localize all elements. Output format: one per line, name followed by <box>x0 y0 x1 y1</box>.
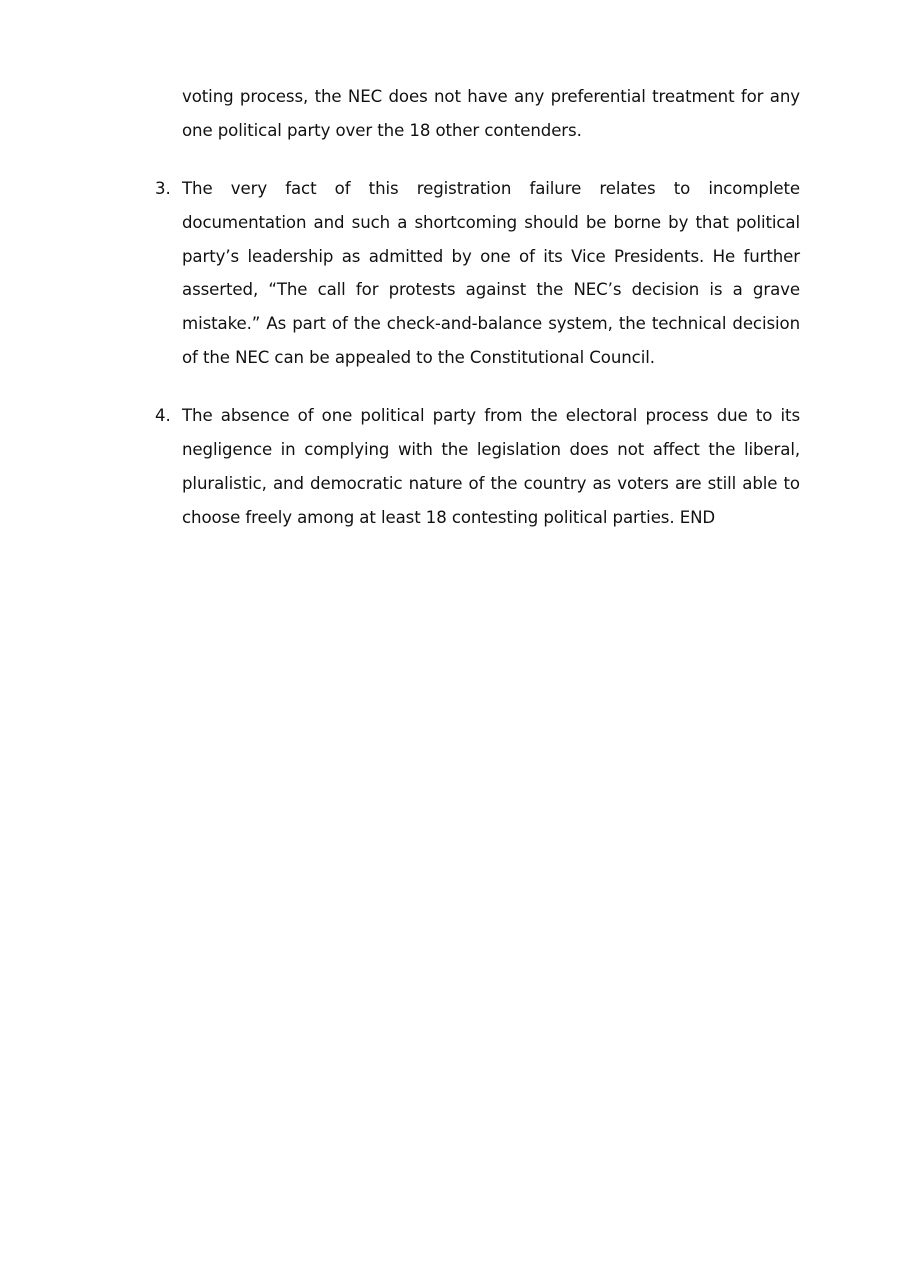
continuation-paragraph: voting process, the NEC does not have any preferential treatment for any one political party over the 18 other contenders. <box>182 87 800 140</box>
item-text: The absence of one political party from the electoral process due to its negligence in complying with the legislation does not affect the liberal, pluralistic, and democratic nature of the country as voters are still able to choose freely among at least 18 contesting political parties. END <box>182 406 800 527</box>
numbered-item-4 <box>155 399 800 534</box>
item-number: 4. <box>155 406 171 426</box>
item-text: The very fact of this registration failure relates to incomplete documentation and such a shortcoming should be borne by that political party’s leadership as admitted by one of its Vice Presidents. He further asserted, “The call for protests against the NEC’s decision is a grave mistake.” As part of the check-and-balance system, the technical decision of the NEC can be appealed to the Constitutional Council. <box>182 179 800 368</box>
numbered-item-3 <box>155 172 800 375</box>
document-body <box>155 80 800 535</box>
item-number: 3. <box>155 179 171 199</box>
